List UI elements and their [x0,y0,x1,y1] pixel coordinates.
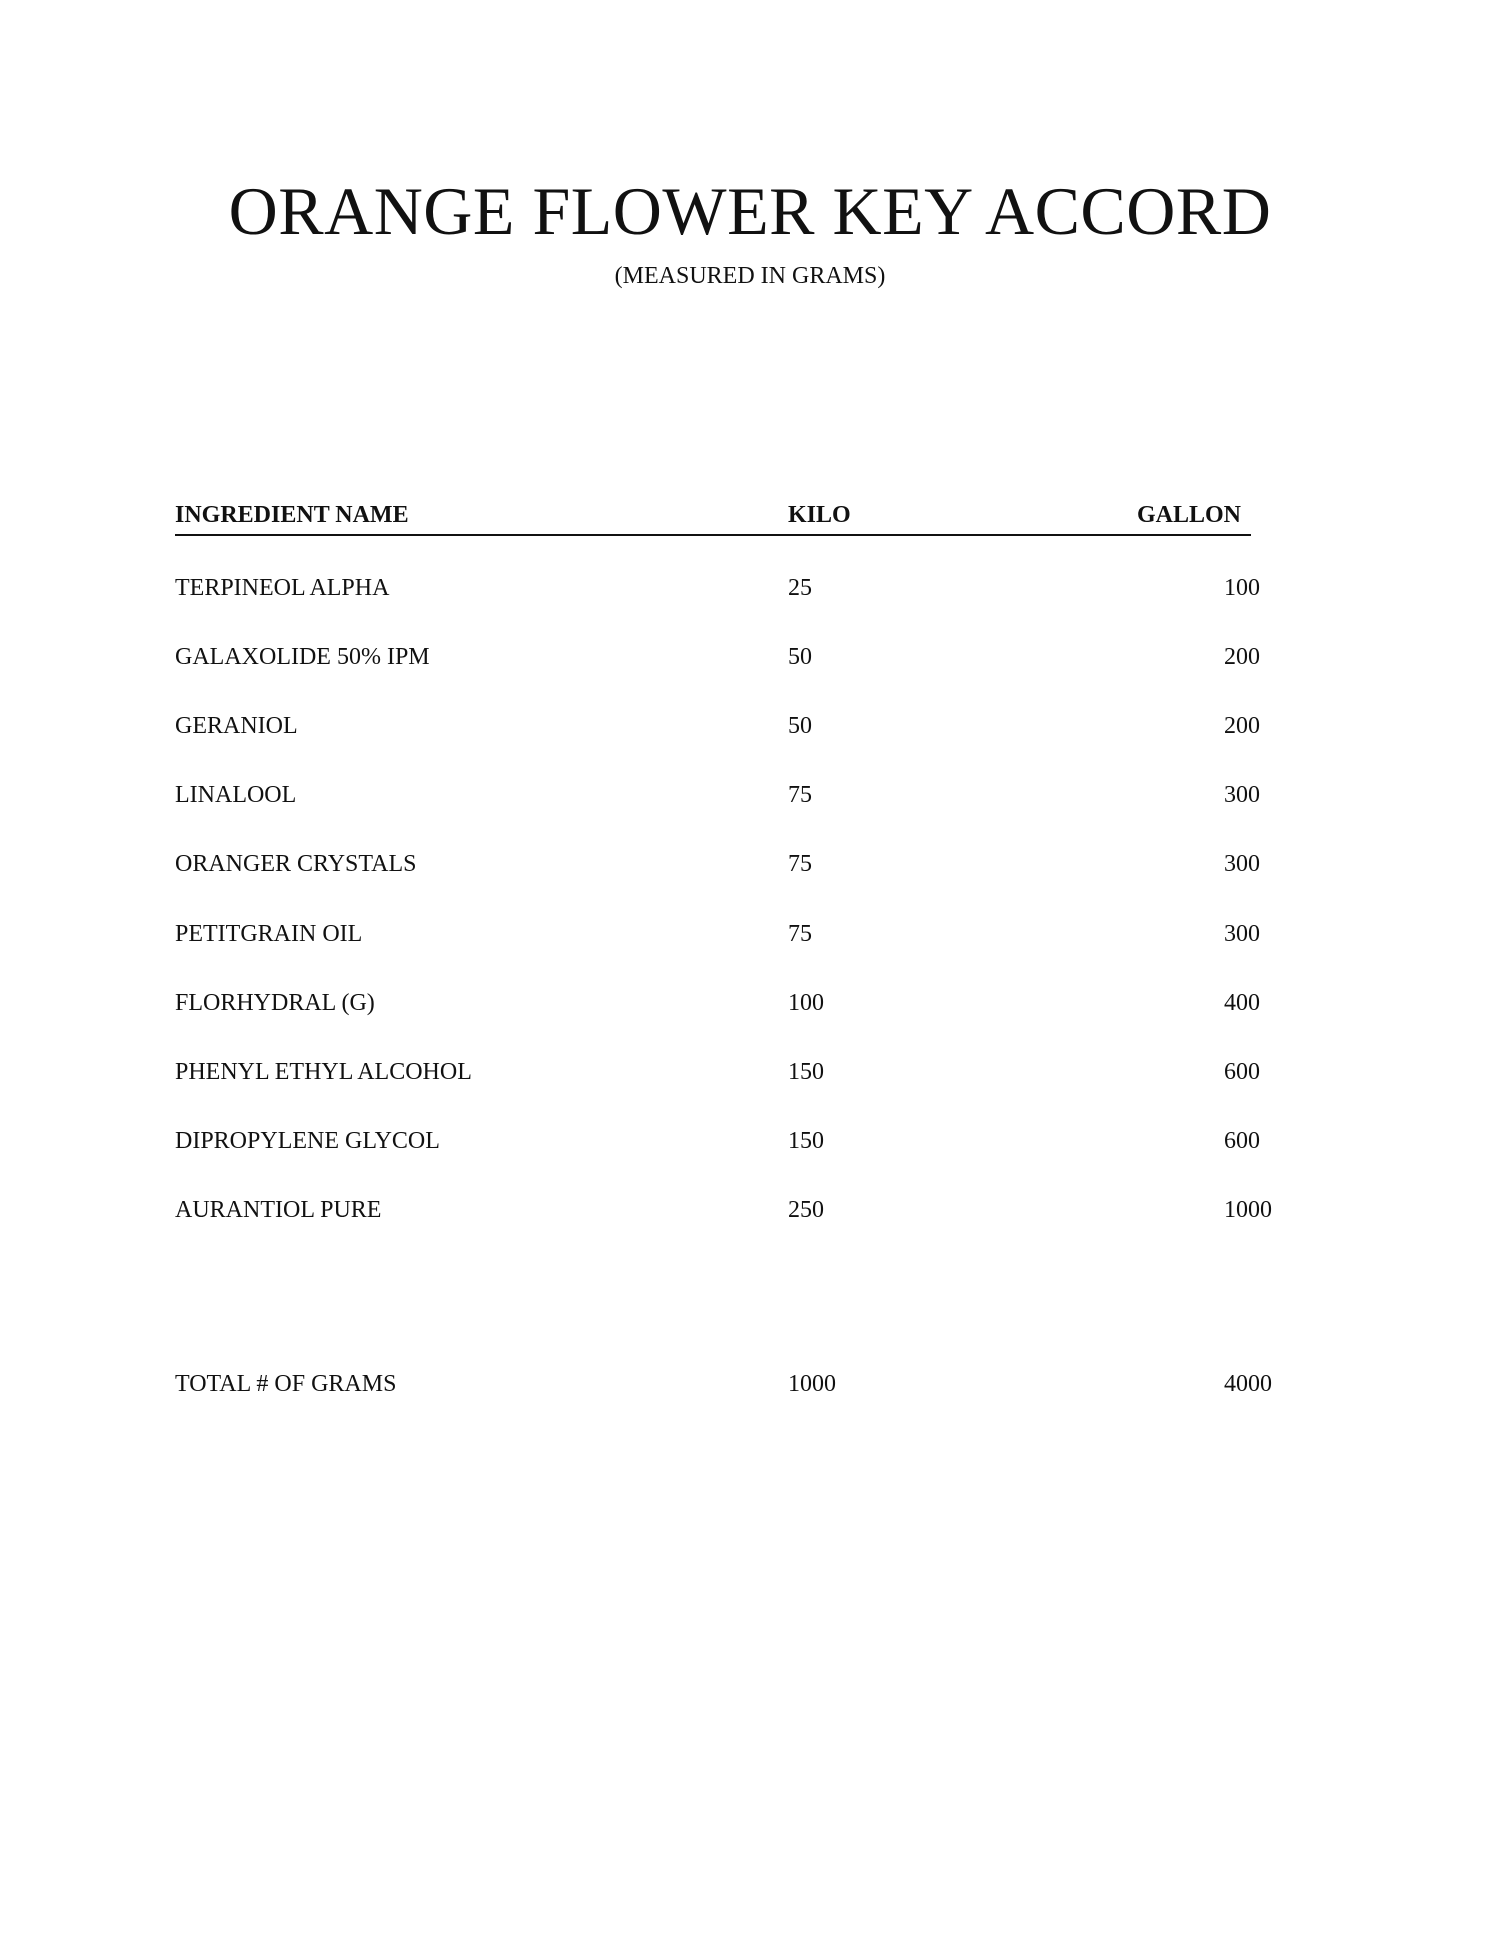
ingredient-name: FLORHYDRAL (G) [175,989,375,1016]
gallon-value: 300 [1224,782,1260,809]
page-title: ORANGE FLOWER KEY ACCORD [228,173,1272,249]
ingredient-name: DIPROPYLENE GLYCOL [175,1127,440,1154]
header-gallon: GALLON [1137,502,1242,528]
kilo-value: 25 [788,575,812,601]
table-row [0,990,1500,1022]
gallon-value: 400 [1224,989,1260,1016]
table-row [0,851,1500,883]
kilo-value: 100 [788,989,824,1016]
kilo-value: 150 [788,1058,824,1085]
gallon-value: 300 [1224,920,1260,947]
header-kilo: KILO [788,502,851,528]
gallon-value: 200 [1224,644,1260,671]
kilo-value: 150 [788,1127,824,1154]
ingredient-name: PHENYL ETHYL ALCOHOL [175,1058,472,1085]
gallon-value: 100 [1224,575,1260,601]
ingredient-name: GERANIOL [175,713,298,740]
table-row [0,782,1500,814]
kilo-value: 250 [788,1196,824,1223]
table-row [0,1059,1500,1091]
kilo-value: 50 [788,644,812,671]
kilo-value: 75 [788,920,812,947]
table-row [0,1128,1500,1160]
total-gallon: 4000 [1224,1371,1272,1397]
table-row [0,644,1500,676]
total-kilo: 1000 [788,1371,836,1397]
header-ingredient-name: INGREDIENT NAME [175,502,409,528]
page-subtitle: (MEASURED IN GRAMS) [614,263,886,289]
kilo-value: 75 [788,782,812,809]
kilo-value: 50 [788,713,812,740]
ingredient-name: LINALOOL [175,782,297,809]
ingredient-name: ORANGER CRYSTALS [175,851,417,878]
table-row [0,713,1500,745]
table-header [175,502,1251,536]
gallon-value: 600 [1224,1058,1260,1085]
gallon-value: 1000 [1224,1196,1272,1223]
table-row [0,921,1500,953]
gallon-value: 300 [1224,851,1260,878]
table-row [0,1197,1500,1229]
ingredient-name: TERPINEOL ALPHA [175,575,390,601]
gallon-value: 200 [1224,713,1260,740]
total-row [0,1371,1500,1403]
kilo-value: 75 [788,851,812,878]
total-label: TOTAL # OF GRAMS [175,1371,397,1397]
ingredient-name: PETITGRAIN OIL [175,920,363,947]
ingredient-name: GALAXOLIDE 50% IPM [175,644,430,671]
ingredient-name: AURANTIOL PURE [175,1196,382,1223]
table-row [0,575,1500,607]
gallon-value: 600 [1224,1127,1260,1154]
